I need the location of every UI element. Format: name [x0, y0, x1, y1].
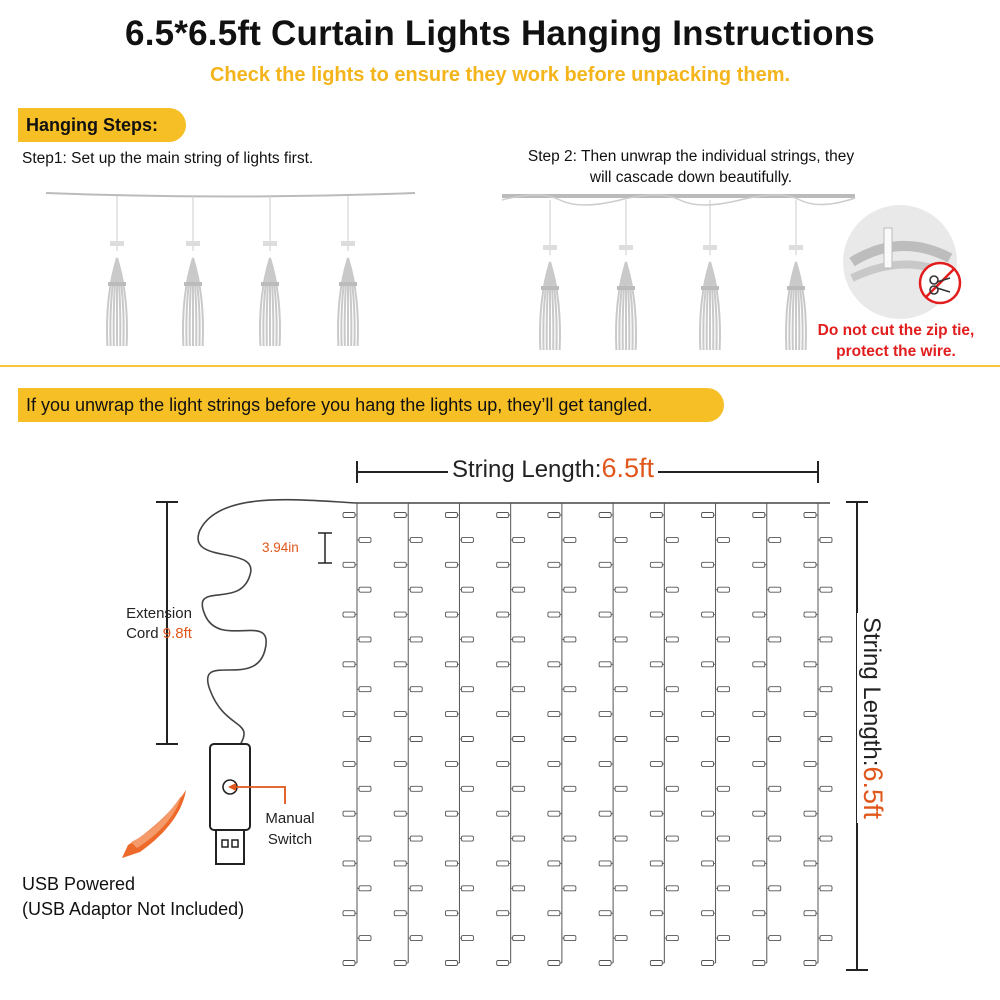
- step2-illustration: [502, 195, 855, 350]
- bulb: [650, 562, 662, 567]
- bulb: [394, 612, 406, 617]
- bulb: [718, 737, 730, 742]
- step1-text: Step1: Set up the main string of lights first.: [22, 150, 314, 167]
- bulb: [753, 761, 765, 766]
- width-value: 6.5ft: [601, 453, 654, 483]
- bulb: [343, 513, 355, 518]
- usb-adaptor-note: (USB Adaptor Not Included): [22, 899, 245, 919]
- bulb: [650, 612, 662, 617]
- bulb: [461, 786, 473, 791]
- bulb: [753, 911, 765, 916]
- bulb: [769, 786, 781, 791]
- bulb: [769, 836, 781, 841]
- bulb: [513, 637, 525, 642]
- bulb: [650, 513, 662, 518]
- hanging-steps-heading: Hanging Steps:: [18, 108, 186, 142]
- bulb: [804, 612, 816, 617]
- bulb: [513, 886, 525, 891]
- bulb: [666, 836, 678, 841]
- bulb: [666, 687, 678, 692]
- bulb: [497, 612, 509, 617]
- bulb: [615, 537, 627, 542]
- bulb: [702, 861, 714, 866]
- bulb: [394, 562, 406, 567]
- bulb: [548, 861, 560, 866]
- bulb: [753, 861, 765, 866]
- bulb: [599, 612, 611, 617]
- bulb: [702, 562, 714, 567]
- bulb: [599, 811, 611, 816]
- bulb: [548, 811, 560, 816]
- bulb: [804, 712, 816, 717]
- bulb: [564, 637, 576, 642]
- bulb: [564, 836, 576, 841]
- bulb: [650, 861, 662, 866]
- width-label: [448, 453, 658, 484]
- step2-line2: will cascade down beautifully.: [589, 169, 793, 186]
- bulb: [564, 786, 576, 791]
- bulb: [497, 811, 509, 816]
- light-strand: [445, 503, 473, 966]
- bulb: [461, 587, 473, 592]
- bulb: [599, 562, 611, 567]
- bulb: [343, 911, 355, 916]
- bulb: [702, 911, 714, 916]
- bulb: [718, 836, 730, 841]
- bulb: [445, 861, 457, 866]
- light-strand: [497, 503, 525, 966]
- bulb: [564, 587, 576, 592]
- bulb: [410, 737, 422, 742]
- bulb: [804, 513, 816, 518]
- bulb: [445, 662, 457, 667]
- light-strand: [548, 503, 576, 966]
- bulb: [718, 687, 730, 692]
- bulb: [497, 911, 509, 916]
- bulb: [359, 936, 371, 941]
- bulb: [753, 811, 765, 816]
- light-strand: [804, 503, 832, 966]
- bulb: [769, 637, 781, 642]
- bulb: [666, 936, 678, 941]
- bulb: [343, 961, 355, 966]
- cord-label: [104, 604, 214, 644]
- wrapped-strand-bundle: [338, 196, 358, 346]
- bulb: [343, 562, 355, 567]
- bulb: [343, 761, 355, 766]
- bulb: [702, 811, 714, 816]
- bulb-spacing-marker: [318, 533, 332, 563]
- bulb: [666, 737, 678, 742]
- tangle-notice: If you unwrap the light strings before you hang the lights up, they’ll get tangled.: [18, 388, 724, 422]
- bulb: [650, 712, 662, 717]
- bulb: [394, 712, 406, 717]
- bulb: [769, 886, 781, 891]
- bulb: [445, 811, 457, 816]
- bulb: [461, 836, 473, 841]
- light-curtain: [343, 503, 832, 966]
- bulb: [548, 761, 560, 766]
- bulb: [410, 936, 422, 941]
- bulb: [820, 836, 832, 841]
- bulb: [718, 587, 730, 592]
- bulb: [410, 687, 422, 692]
- bulb: [753, 961, 765, 966]
- bulb: [718, 936, 730, 941]
- cord-label-line2: Cord: [126, 625, 159, 642]
- bulb: [564, 687, 576, 692]
- bulb: [820, 637, 832, 642]
- bulb: [804, 911, 816, 916]
- bulb: [820, 587, 832, 592]
- bulb: [445, 961, 457, 966]
- bulb: [548, 961, 560, 966]
- cord-value: 9.8ft: [162, 625, 192, 642]
- bulb: [769, 537, 781, 542]
- bulb: [461, 936, 473, 941]
- bulb: [513, 737, 525, 742]
- bulb: [548, 662, 560, 667]
- bulb: [359, 737, 371, 742]
- bulb: [702, 513, 714, 518]
- bulb: [343, 811, 355, 816]
- bulb: [650, 662, 662, 667]
- warning-line2: protect the wire.: [836, 343, 956, 360]
- bulb: [548, 712, 560, 717]
- page-title: 6.5*6.5ft Curtain Lights Hanging Instructions: [125, 14, 875, 53]
- bulb: [343, 861, 355, 866]
- bulb: [615, 587, 627, 592]
- bulb: [820, 737, 832, 742]
- bulb: [394, 513, 406, 518]
- bulb: [599, 761, 611, 766]
- wrapped-strand-bundle: [616, 200, 636, 350]
- light-strand: [650, 503, 678, 966]
- bulb: [615, 836, 627, 841]
- bulb: [804, 811, 816, 816]
- bulb: [615, 737, 627, 742]
- switch-line1: Manual: [265, 810, 315, 827]
- bulb: [461, 886, 473, 891]
- switch-line2: Switch: [267, 831, 313, 848]
- bulb: [666, 587, 678, 592]
- bulb: [769, 737, 781, 742]
- wrapped-strand-bundle: [786, 200, 806, 350]
- bulb: [461, 537, 473, 542]
- bulb: [343, 612, 355, 617]
- bulb: [820, 786, 832, 791]
- bulb: [359, 637, 371, 642]
- bulb: [666, 537, 678, 542]
- bulb: [702, 712, 714, 717]
- bulb: [666, 786, 678, 791]
- bulb: [650, 761, 662, 766]
- bulb: [820, 537, 832, 542]
- bulb: [615, 687, 627, 692]
- bulb: [820, 936, 832, 941]
- extension-cord: [198, 500, 357, 745]
- bulb: [343, 712, 355, 717]
- bulb: [445, 712, 457, 717]
- bulb: [615, 936, 627, 941]
- bulb: [497, 712, 509, 717]
- bulb: [359, 537, 371, 542]
- bulb: [718, 886, 730, 891]
- bulb: [394, 911, 406, 916]
- bulb: [564, 537, 576, 542]
- usb-powered-text: USB Powered: [22, 874, 136, 894]
- bulb: [513, 836, 525, 841]
- bulb: [702, 761, 714, 766]
- width-label-text: String Length:: [452, 456, 602, 483]
- bulb: [497, 961, 509, 966]
- bulb: [650, 811, 662, 816]
- bulb: [804, 562, 816, 567]
- bulb: [599, 513, 611, 518]
- bulb: [343, 662, 355, 667]
- bulb: [615, 886, 627, 891]
- step1-illustration: [46, 193, 415, 346]
- bulb: [753, 662, 765, 667]
- bulb: [753, 612, 765, 617]
- bulb: [564, 936, 576, 941]
- bulb: [820, 687, 832, 692]
- bulb: [359, 687, 371, 692]
- bulb: [359, 836, 371, 841]
- bulb: [513, 687, 525, 692]
- bulb: [615, 637, 627, 642]
- bulb: [513, 537, 525, 542]
- bulb: [410, 886, 422, 891]
- bulb: [461, 737, 473, 742]
- bulb: [497, 562, 509, 567]
- bulb: [769, 687, 781, 692]
- bulb: [410, 637, 422, 642]
- bulb: [599, 911, 611, 916]
- bulb: [599, 961, 611, 966]
- bulb: [548, 612, 560, 617]
- bulb: [359, 786, 371, 791]
- bulb: [599, 861, 611, 866]
- bulb: [753, 513, 765, 518]
- power-arrow-icon: [122, 790, 186, 858]
- wrapped-strand-bundle: [700, 200, 720, 350]
- bulb: [548, 911, 560, 916]
- bulb: [445, 911, 457, 916]
- bulb: [702, 961, 714, 966]
- step2-line1: Step 2: Then unwrap the individual strings, they: [527, 148, 855, 165]
- bulb: [410, 836, 422, 841]
- bulb: [666, 886, 678, 891]
- manual-switch-label: [250, 808, 330, 850]
- wrapped-strand-bundle: [183, 196, 203, 346]
- bulb: [769, 587, 781, 592]
- bulb: [394, 761, 406, 766]
- bulb: [410, 786, 422, 791]
- bulb: [513, 786, 525, 791]
- wrapped-strand-bundle: [107, 196, 127, 346]
- bulb: [548, 562, 560, 567]
- bulb: [599, 662, 611, 667]
- bulb: [702, 612, 714, 617]
- bulb: [769, 936, 781, 941]
- bulb: [410, 587, 422, 592]
- bulb: [718, 637, 730, 642]
- light-strand: [394, 503, 422, 966]
- bulb: [497, 861, 509, 866]
- bulb: [564, 737, 576, 742]
- bulb: [820, 886, 832, 891]
- bulb: [615, 786, 627, 791]
- bulb: [718, 786, 730, 791]
- bulb: [702, 662, 714, 667]
- wrapped-strand-bundle: [540, 200, 560, 350]
- bulb: [394, 961, 406, 966]
- bulb: [394, 662, 406, 667]
- bulb: [497, 513, 509, 518]
- bulb: [650, 961, 662, 966]
- bulb: [445, 612, 457, 617]
- subtitle: Check the lights to ensure they work before unpacking them.: [209, 64, 791, 86]
- bulb: [445, 562, 457, 567]
- cord-label-line1: Extension: [126, 605, 192, 622]
- bulb: [753, 712, 765, 717]
- light-strand: [702, 503, 730, 966]
- warning-line1: Do not cut the zip tie,: [817, 322, 975, 339]
- bulb: [445, 513, 457, 518]
- zip-tie-photo: [843, 205, 960, 319]
- bulb: [599, 712, 611, 717]
- wrapped-strand-bundle: [260, 196, 280, 346]
- bulb: [753, 562, 765, 567]
- light-strand: [753, 503, 781, 966]
- bulb: [410, 537, 422, 542]
- bulb: [804, 662, 816, 667]
- bulb: [548, 513, 560, 518]
- bulb: [513, 587, 525, 592]
- bulb: [666, 637, 678, 642]
- bulb: [513, 936, 525, 941]
- bulb: [564, 886, 576, 891]
- bulb: [497, 761, 509, 766]
- height-label-text: String Length:: [858, 617, 885, 767]
- height-value: 6.5ft: [858, 766, 888, 819]
- bulb: [497, 662, 509, 667]
- height-label: [857, 613, 888, 823]
- bulb: [804, 961, 816, 966]
- bulb-spacing-label: 3.94in: [262, 540, 299, 555]
- bulb: [718, 537, 730, 542]
- light-strand: [343, 503, 371, 966]
- bulb: [359, 587, 371, 592]
- bulb: [461, 687, 473, 692]
- bulb: [804, 761, 816, 766]
- bulb: [445, 761, 457, 766]
- bulb: [804, 861, 816, 866]
- bulb: [650, 911, 662, 916]
- bulb: [461, 637, 473, 642]
- bulb: [394, 861, 406, 866]
- light-strand: [599, 503, 627, 966]
- bulb: [394, 811, 406, 816]
- bulb: [359, 886, 371, 891]
